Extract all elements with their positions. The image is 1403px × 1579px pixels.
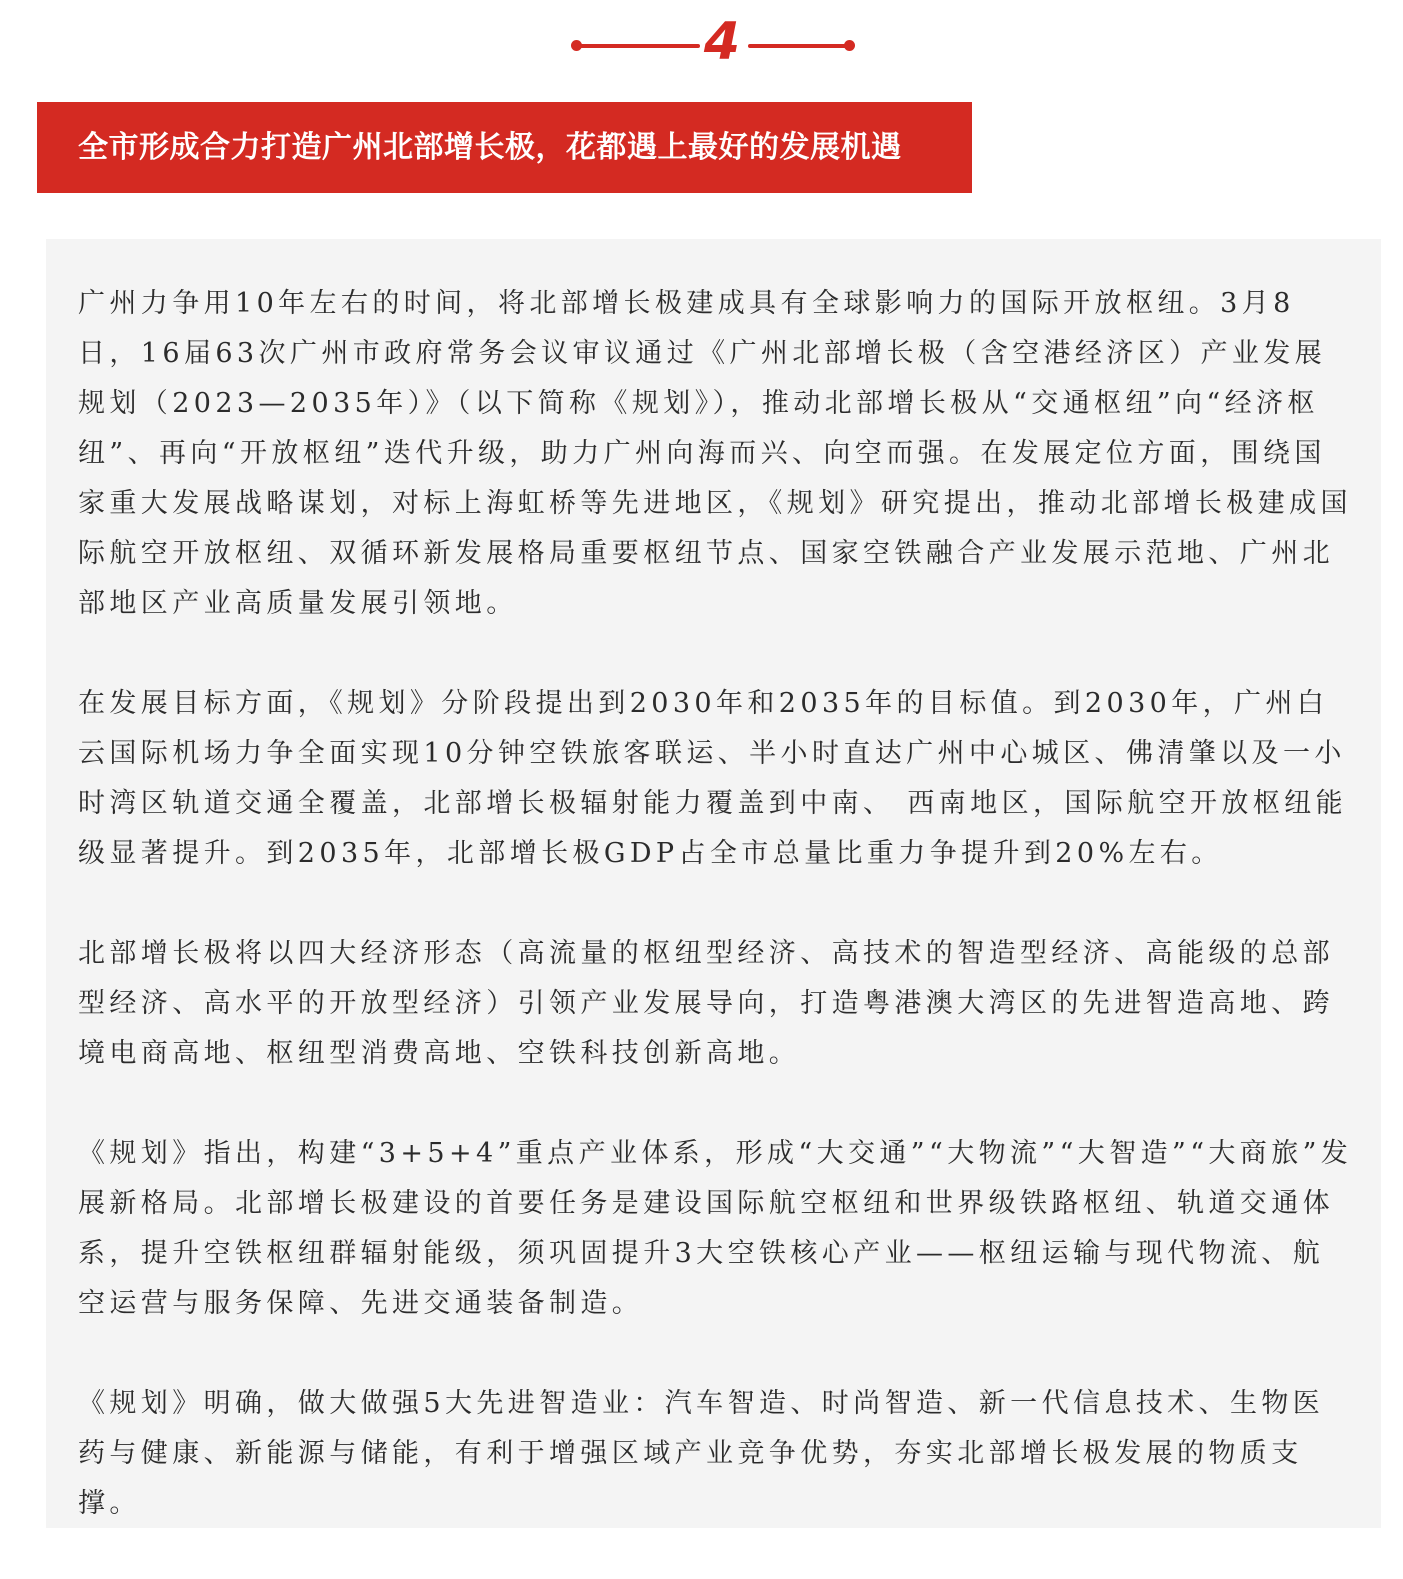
article-paragraph: 北部增长极将以四大经济形态（高流量的枢纽型经济、高技术的智造型经济、高能级的总部型经济、高水平的开放型经济）引领产业发展导向，打造粤港澳大湾区的先进智造高地、跨境电商高地、枢纽型消费高地、空铁科技创新高地。 [78, 938, 1334, 1069]
article-paragraph: 《规划》明确，做大做强5大先进智造业：汽车智造、时尚智造、新一代信息技术、生物医药与健康、新能源与储能，有利于增强区域产业竞争优势，夯实北部增长极发展的物质支撑。 [78, 1388, 1325, 1519]
divider-line-left [578, 44, 700, 48]
section-number-divider [570, 8, 860, 72]
section-number: 4 [703, 12, 741, 72]
divider-dot-right [844, 40, 855, 51]
article-paragraph: 《规划》指出，构建“3+5+4”重点产业体系，形成“大交通”“大物流”“大智造”“大商旅”发展新格局。北部增长极建设的首要任务是建设国际航空枢纽和世界级铁路枢纽、轨道交通体系，提升空铁枢纽群辐射能级，须巩固提升3大空铁核心产业——枢纽运输与现代物流、航空运营与服务保障、先进交通装备制造。 [78, 1138, 1353, 1319]
article-body [78, 279, 1353, 1579]
section-title: 全市形成合力打造广州北部增长极，花都遇上最好的发展机遇 [78, 130, 902, 165]
article-content-box [46, 239, 1381, 1528]
article-paragraph: 广州力争用10年左右的时间，将北部增长极建成具有全球影响力的国际开放枢纽。3月8日，16届63次广州市政府常务会议审议通过《广州北部增长极（含空港经济区）产业发展规划（2023—2035年）》（以下简称《规划》），推动北部增长极从“交通枢纽”向“经济枢纽”、再向“开放枢纽”迭代升级，助力广州向海而兴、向空而强。在发展定位方面，围绕国家重大发展战略谋划，对标上海虹桥等先进地区，《规划》研究提出，推动北部增长极建成国际航空开放枢纽、双循环新发展格局重要枢纽节点、国家空铁融合产业发展示范地、广州北部地区产业高质量发展引领地。 [78, 288, 1352, 619]
section-title-banner [37, 102, 972, 193]
article-paragraph: 在发展目标方面，《规划》分阶段提出到2030年和2035年的目标值。到2030年，广州白云国际机场力争全面实现10分钟空铁旅客联运、半小时直达广州中心城区、佛清肇以及一小时湾区轨道交通全覆盖，北部增长极辐射能力覆盖到中南、 西南地区，国际航空开放枢纽能级显著提升。到2035年，北部增长极GDP占全市总量比重力争提升到20%左右。 [78, 688, 1347, 869]
divider-line-right [748, 44, 848, 48]
